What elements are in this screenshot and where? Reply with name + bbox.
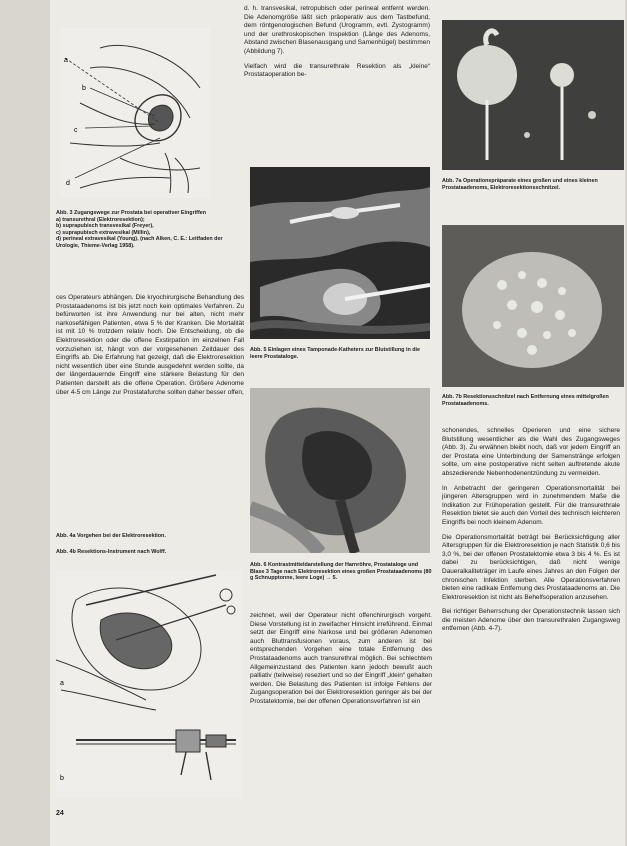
paragraph: d. h. transvesikal, retropubisch oder perineal entfernt werden. Die Adenomgröße läßt sich präoperativ aus dem Tastbefund, dem röntgenologischen Befund (Urogramm, evtl. Zystogramm) und der urethroskopischen Inspektion (Länge des Adenoms, Abstand zwischen Blasenausgang und Samenhügel) bestimmen (Abbildung 7).: [244, 5, 430, 55]
figure-3-caption-item: c) suprapubisch extravesikal (Millin),: [56, 229, 151, 236]
figure-7a-caption: Abb. 7a Operationspräparate eines großen und eines kleinen Prostataadenoms, Elektroresektionsschnitzel.: [442, 178, 598, 191]
paragraph: schonendes, schnelles Operieren und eine sichere Blutstillung wesentlicher als die Wahl des Zugangsweges (Abb. 3). Zu erwähnen bleibt noch, daß vor jedem Eingriff an der Prostata eine Unterbindung der Samenstränge erfolgen sollte, um eine postoperative nicht selten auftretende akute abszedierende Nebenhodenentzündung zu vermeiden.: [442, 427, 620, 477]
resection-chips-image: [442, 225, 624, 387]
adenoma-specimens-image: [442, 20, 624, 170]
book-page: [50, 0, 625, 846]
figure-5-photo: [250, 167, 430, 339]
figure-7b-photo: [442, 225, 624, 387]
anatomy-line-drawing: [60, 28, 210, 198]
column-2-bottom-text: [250, 612, 432, 713]
figure-5-caption: Abb. 5 Einlagen eines Tamponade-Katheters zur Blutstillung in die leere Prostataloge.: [250, 347, 421, 360]
paragraph: ces Operateurs abhängen. Die kryochirurgische Behandlung des Prostataadenoms ist bis jetzt noch kein optimales Verfahren. Zu befürworten ist ihre Anwendung nur bei alten, nicht mehr narkosefähigen Patienten, etwa 5 % der Kranken. Die Mortalität ist mit 10 % trotzdem relativ hoch. Die Entscheidung, ob die Elektroresektion oder die offene Exstirpation im einzelnen Fall vorzuziehen ist, hängt von der vorgesehenen Zeitdauer des Eingriffs ab. Die Erfahrung hat gezeigt, daß die Elektroresektion nicht wesentlich über eine Stunde ausgedehnt werden sollte, da der längerdauernde Eingriff eine stärkere Belastung für den Patienten darstellt als die offene Operation. Größere Adenome über 4-5 cm Länge zur Prostatafurche sollten daher besser offen,: [56, 294, 244, 396]
figure-3-label-d: d: [66, 180, 70, 187]
figure-4-label-b: b: [60, 775, 64, 782]
contrast-radiograph-image: [250, 388, 430, 553]
figure-3-caption: [56, 210, 244, 250]
paragraph: In Anbetracht der geringeren Operationsmortalität bei jüngeren Altersgruppen wird in zunehmendem Maße die Indikation zur Frühoperation gestellt. Für die transurethrale Resektion bietet sie auch den Vorteil des technisch leichteren Eingriffs bei noch kleinem Adenom.: [442, 484, 620, 526]
paragraph: Die Operationsmortalität beträgt bei Berücksichtigung aller Altersgruppen für die Elektroresektion je nach Statistik 0,6 bis 3,0 %, bei der offenen Prostatektomie etwa 3 bis 4 %. Es ist dabei zu berücksichtigen, daß nicht wenige Daueralkaliteträger im Laufe eines Jahres an den Folgen der chronischen Infektion sterben. Alle Operationsverfahren bieten eine radikale Entfernung des Prostataadenoms an. Die Elektroresektion ist nicht als Behelfsoperation anzusehen.: [442, 533, 620, 601]
figure-7b-caption: Abb. 7b Resektionsschnitzel nach Entfernung eines mittelgroßen Prostataadenoms.: [442, 394, 609, 407]
column-2-top-text: [244, 5, 430, 86]
paragraph: Bei richtiger Beherrschung der Operationstechnik lassen sich die meisten Adenome über den transurethralen Zugangsweg entfernen (Abb. 4-7).: [442, 608, 620, 633]
paragraph: Vielfach wird die transurethrale Resektion als „kleine“ Prostataoperation be-: [244, 62, 430, 79]
figure-3-caption-item: d) perineal extravesikal (Young), (nach Alken, C. E.: Leitfaden der Urologie, Thieme-Verlag 1958).: [56, 236, 223, 249]
figure-6-photo: [250, 388, 430, 553]
figure-4-label-a: a: [60, 680, 64, 687]
figure-4b-caption: Abb. 4b Resektions-Instrument nach Wolff.: [56, 549, 167, 555]
figure-3-caption-item: a) transurethral (Elektroresektion);: [56, 216, 145, 223]
figure-3-label-a: a: [64, 57, 68, 64]
page-number: 24: [56, 810, 64, 817]
figure-4a-caption: Abb. 4a Vorgehen bei der Elektroresektion.: [56, 533, 166, 539]
figure-3-access-routes: [60, 28, 210, 198]
resection-instrument-drawing: [56, 570, 242, 798]
figure-3-label-c: c: [74, 127, 78, 134]
figure-6-caption: Abb. 6 Kontrastmitteldarstellung der Harnröhre, Prostataloge und Blase 3 Tage nach Elektroresektion eines großen Prostataadenoms (80 g Schnupptonne, leere Loge) → 5.: [250, 562, 432, 582]
figure-4-resection-drawing: [56, 570, 242, 798]
column-3-text: [442, 427, 620, 640]
figure-3-caption-item: b) suprapubisch transvesikal (Freyer),: [56, 223, 154, 230]
paragraph: zeichnet, weil der Operateur nicht offenchirurgisch vorgeht. Diese Vorstellung ist in zweifacher Hinsicht irreführend. Einmal setzt der Eingriff eine Narkose und bei größeren Adenomen auch Bluttransfusionen voraus, zum anderen ist bei entsprechenden Vorgehen eine totale Entfernung des Prostataadenoms auch transurethral möglich. Bei schlechtem Allgemeinzustand des Patienten kann jedoch bewußt auch palliativ (teilweise) reseziert und so der Eingriff „klein“ gehalten werden. Die Belastung des Patienten ist infolge Fehlens der Zugangsoperation bei der Elektroresektion geringer als bei der Prostatektomie, bei der offenen Operationsverfahren ist ein: [250, 612, 432, 705]
figure-3-caption-title: Abb. 3 Zugangswege zur Prostata bei operativer Eingriffen: [56, 210, 207, 216]
column-1-text: [56, 294, 244, 403]
figure-7a-photo: [442, 20, 624, 170]
catheter-xray-image: [250, 167, 430, 339]
figure-3-label-b: b: [82, 85, 86, 92]
